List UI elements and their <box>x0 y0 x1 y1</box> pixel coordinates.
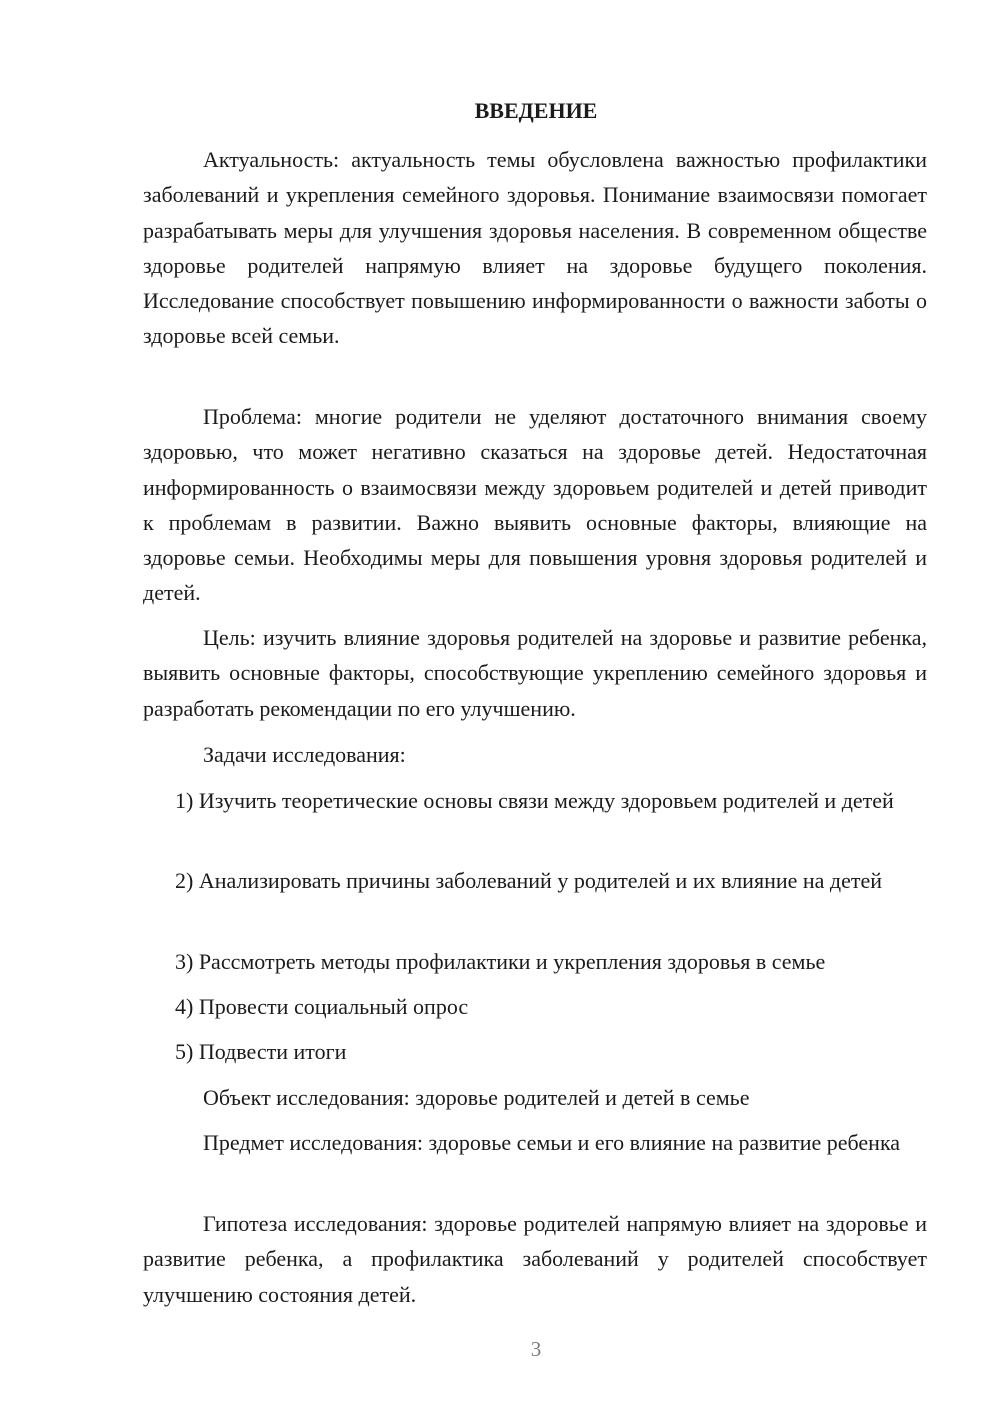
tasks-heading: Задачи исследования: <box>203 742 406 767</box>
task-item-5: 5) Подвести итоги <box>175 1039 347 1064</box>
page-title: ВВЕДЕНИЕ <box>474 98 598 123</box>
relevance-paragraph: Актуальность: актуальность темы обусловлена важностью профилактики заболеваний и укрепления семейного здоровья. Понимание взаимосвязи помогает разрабатывать меры для улучшения здоровья населения. В современном обществе здоровье родителей напрямую влияет на здоровье будущего поколения. Исследование способствует повышению информированности о важности заботы о здоровье всей семьи. <box>143 147 927 349</box>
goal-paragraph: Цель: изучить влияние здоровья родителей на здоровье и развитие ребенка, выявить основные факторы, способствующие укреплению семейного здоровья и разработать рекомендации по его улучшению. <box>143 625 927 721</box>
task-item-3: 3) Рассмотреть методы профилактики и укрепления здоровья в семье <box>175 949 826 974</box>
task-item-2: 2) Анализировать причины заболеваний у родителей и их влияние на детей <box>175 868 883 893</box>
subject-paragraph: Предмет исследования: здоровье семьи и его влияние на развитие ребенка <box>203 1130 901 1155</box>
problem-paragraph: Проблема: многие родители не уделяют достаточного внимания своему здоровью, что может негативно сказаться на здоровье детей. Недостаточная информированность о взаимосвязи между здоровьем родителей и детей приводит к проблемам в развитии. Важно выявить основные факторы, влияющие на здоровье семьи. Необходимы меры для повышения уровня здоровья родителей и детей. <box>143 404 927 606</box>
object-paragraph: Объект исследования: здоровье родителей и детей в семье <box>203 1085 750 1110</box>
page-number: 3 <box>530 1337 542 1361</box>
hypothesis-paragraph: Гипотеза исследования: здоровье родителей напрямую влияет на здоровье и развитие ребенка, а профилактика заболеваний у родителей способствует улучшению состояния детей. <box>143 1211 927 1307</box>
task-item-1: 1) Изучить теоретические основы связи между здоровьем родителей и детей <box>175 788 894 813</box>
task-item-4: 4) Провести социальный опрос <box>175 994 469 1019</box>
